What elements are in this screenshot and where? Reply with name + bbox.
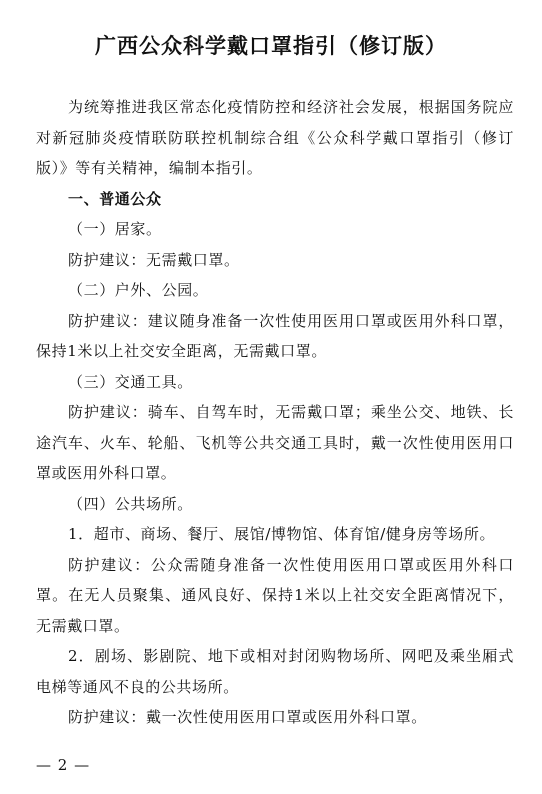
advice-home: 防护建议：无需戴口罩。 [68,250,240,269]
advice-public-place-type-2: 防护建议：戴一次性使用医用口罩或医用外科口罩。 [68,708,427,726]
section-heading-general-public: 一、普通公众 [68,189,162,208]
document-body [36,92,514,733]
public-place-type-1: 1．超市、商场、餐厅、展馆/博物馆、体育馆/健身房等场所。 [68,525,496,543]
document-title: 广西公众科学戴口罩指引（修订版） [95,34,447,58]
advice-transport: 防护建议：骑车、自驾车时，无需戴口罩；乘坐公交、地铁、长途汽车、火车、轮船、飞机等公共交通工具时，戴一次性使用医用口罩或医用外科口罩。 [36,403,514,482]
advice-outdoor-park: 防护建议：建议随身准备一次性使用医用口罩或医用外科口罩，保持1米以上社交安全距离，无需戴口罩。 [36,311,514,360]
subsection-home: （一）居家。 [68,220,162,238]
subsection-public-places: （四）公共场所。 [68,494,193,513]
subsection-outdoor-park: （二）户外、公园。 [68,281,209,299]
intro-paragraph: 为统筹推进我区常态化疫情防控和经济社会发展，根据国务院应对新冠肺炎疫情联防联控机制综合组《公众科学戴口罩指引（修订版）》等有关精神，编制本指引。 [36,98,514,177]
page-number: — 2 — [36,756,91,774]
public-place-type-2: 2．剧场、影剧院、地下或相对封闭购物场所、网吧及乘坐厢式电梯等通风不良的公共场所。 [36,647,514,696]
subsection-transport: （三）交通工具。 [68,372,193,391]
advice-public-place-type-1: 防护建议：公众需随身准备一次性使用医用口罩或医用外科口罩。在无人员聚集、通风良好、保持1米以上社交安全距离情况下，无需戴口罩。 [36,555,514,635]
